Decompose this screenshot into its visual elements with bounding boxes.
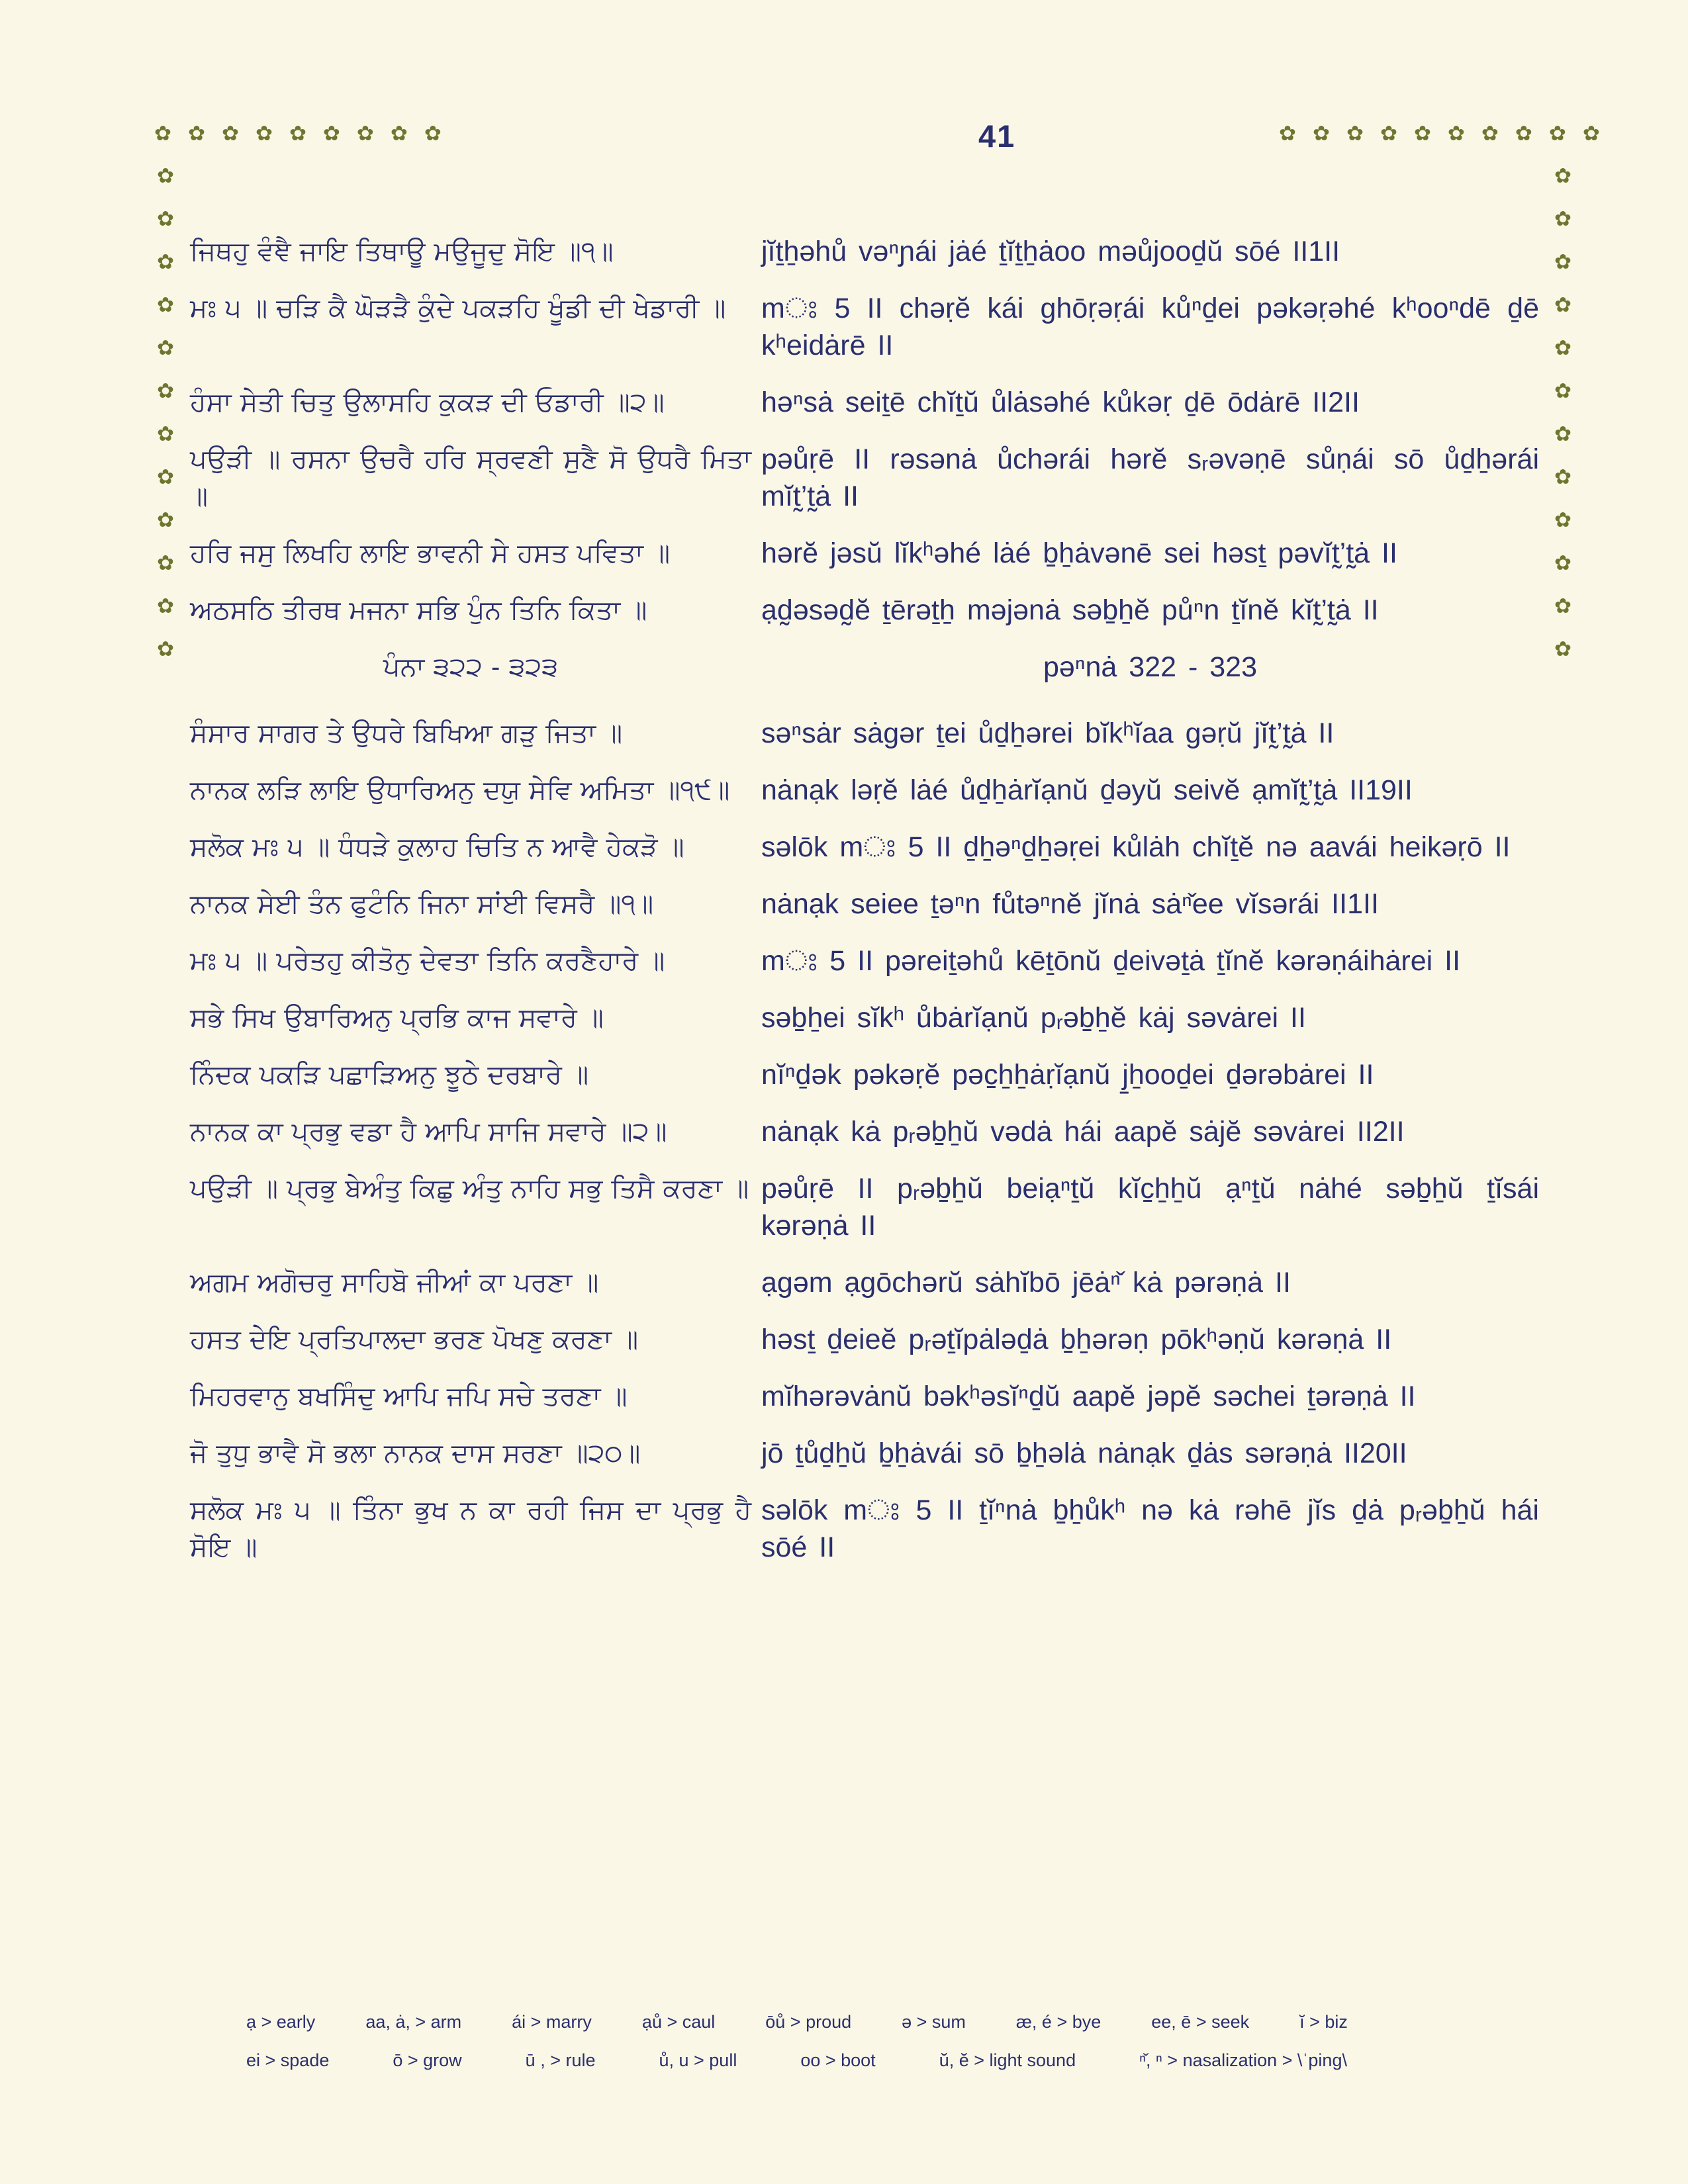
verse-row — [190, 535, 1539, 572]
transliteration-line: həsṯ ḏeieĕ pᵣəṯĭpȧləḏȧ b̠ẖərəṇ pōkʰəṇŭ kərəṇȧ II — [761, 1324, 1392, 1355]
transliteration-line: səⁿsȧr sȧgər ṯei ůḏẖərei bĭkʰĭaa gəṛŭ jĭt̰’t̰ȧ II — [761, 717, 1335, 749]
transliteration-line: jĭṯẖəhů vəⁿɲái jȧé ṯĭṯẖȧoo məůjooḏŭ sōé II1II — [761, 236, 1340, 267]
pronunciation-key: ə > sum — [902, 2012, 966, 2032]
flower-icon: ✿ — [1582, 122, 1600, 145]
flower-icon: ✿ — [157, 207, 174, 230]
flower-icon: ✿ — [1554, 250, 1571, 273]
page-ref-transliteration: pəⁿnȧ 322 - 323 — [1043, 651, 1257, 683]
transliteration-line: nȧnạk kȧ pᵣəb̠ẖŭ vədȧ hái aapĕ sȧjĕ səvȧrei II2II — [761, 1116, 1405, 1148]
page-ref-gurmukhi: ਪੰਨਾ ੩੨੨ - ੩੨੩ — [383, 653, 559, 682]
pronunciation-key: aa, ȧ, > arm — [365, 2012, 462, 2032]
flower-icon: ✿ — [1481, 122, 1499, 145]
flower-icon: ✿ — [1554, 379, 1571, 402]
pronunciation-key: ōů > proud — [765, 2012, 852, 2032]
flower-icon: ✿ — [1554, 336, 1571, 359]
verse-row — [190, 1056, 1539, 1093]
transliteration-line: ạgəm ạgōchərŭ sȧhĭbō jēȧⁿ̌ kȧ pərəṇȧ II — [761, 1267, 1291, 1298]
transliteration-line: səb̠ẖei sĭkʰ ůbȧrĭạnŭ pᵣəb̠ẖĕ kȧj səvȧrei II — [761, 1002, 1306, 1034]
pronunciation-key: ạů > caul — [641, 2012, 716, 2032]
flower-icon: ✿ — [157, 164, 174, 187]
flower-icon: ✿ — [157, 637, 174, 660]
verse-row — [190, 233, 1539, 270]
flower-icon: ✿ — [157, 551, 174, 574]
transliteration-line: səlōk mਃ 5 II ḏẖəⁿḏẖəṛei kůlȧh chĭṯĕ nə aavái heikəṛō II — [761, 831, 1511, 863]
gurmukhi-line: ਹਰਿ ਜਸੁ ਲਿਖਹਿ ਲਾਇ ਭਾਵਨੀ ਸੇ ਹਸਤ ਪਵਿਤਾ ॥ — [190, 539, 671, 568]
gurmukhi-line: ਨਿੰਦਕ ਪਕੜਿ ਪਛਾੜਿਅਨੁ ਝੂਠੇ ਦਰਬਾਰੇ ॥ — [190, 1060, 589, 1089]
pronunciation-guide-row-2 — [246, 2050, 1491, 2070]
verse-row — [190, 886, 1539, 923]
gurmukhi-line: ਜਿਥਹੁ ਵੰਞੈ ਜਾਇ ਤਿਥਾਊ ਮਉਜੂਦੁ ਸੋਇ ॥੧॥ — [190, 237, 614, 266]
flower-icon: ✿ — [154, 122, 171, 145]
pronunciation-key: ů, u > pull — [659, 2050, 737, 2070]
pronunciation-key: ⁿ̌, ⁿ > nasalization > \ˈping\ — [1139, 2050, 1347, 2070]
verse-row — [190, 772, 1539, 809]
page-ref-row — [190, 649, 1539, 686]
pronunciation-key: ái > marry — [512, 2012, 592, 2032]
flower-icon: ✿ — [390, 122, 408, 145]
flower-icon: ✿ — [356, 122, 374, 145]
pronunciation-key: ei > spade — [246, 2050, 330, 2070]
flower-icon: ✿ — [289, 122, 306, 145]
verse-row — [190, 1264, 1539, 1301]
gurmukhi-line: ਨਾਨਕ ਕਾ ਪ੍ਰਭੁ ਵਡਾ ਹੈ ਆਪਿ ਸਾਜਿ ਸਵਾਰੇ ॥੨॥ — [190, 1117, 667, 1146]
gurmukhi-line: ਹੰਸਾ ਸੇਤੀ ਚਿਤੁ ਉਲਾਸਹਿ ਕੁਕੜ ਦੀ ਓਡਾਰੀ ॥੨॥ — [190, 388, 665, 417]
pronunciation-guide — [246, 2012, 1491, 2089]
gurmukhi-line: ਨਾਨਕ ਸੇਈ ਤੰਨ ਫੁਟੰਨਿ ਜਿਨਾ ਸਾਂਈ ਵਿਸਰੈ ॥੧॥ — [190, 889, 654, 919]
verse-row — [190, 592, 1539, 629]
verse-row — [190, 1378, 1539, 1415]
verse-row — [190, 1321, 1539, 1358]
transliteration-line: səlōk mਃ 5 II ṯĭⁿnȧ b̠ẖůkʰ nə kȧ rəhē jĭs ḏȧ pᵣəb̠ẖŭ hái sōé II — [761, 1494, 1539, 1563]
pronunciation-key: ee, ē > seek — [1151, 2012, 1250, 2032]
verse-row — [190, 1435, 1539, 1472]
flower-icon: ✿ — [1554, 465, 1571, 488]
transliteration-line: nĭⁿḏək pəkəṛĕ pəc̠ẖẖȧṛĭạnŭ j̠ẖooḏei ḏərəbȧrei II — [761, 1059, 1374, 1091]
flower-icon: ✿ — [1447, 122, 1465, 145]
gurmukhi-line: ਪਉੜੀ ॥ ਰਸਨਾ ਉਚਰੈ ਹਰਿ ਸ੍ਰਵਣੀ ਸੁਣੈ ਸੋ ਉਧਰੈ ਮਿਤਾ ॥ — [190, 445, 751, 511]
verse-row — [190, 1492, 1539, 1566]
pronunciation-key: ĭ > biz — [1299, 2012, 1348, 2032]
flower-icon: ✿ — [1554, 293, 1571, 316]
flower-icon: ✿ — [157, 293, 174, 316]
verse-row — [190, 1113, 1539, 1150]
flower-border-top-left — [154, 123, 442, 144]
gurmukhi-line: ਮਃ ੫ ॥ ਚੜਿ ਕੈ ਘੋੜੜੈ ਕੁੰਦੇ ਪਕੜਹਿ ਖੂੰਡੀ ਦੀ ਖੇਡਾਰੀ ॥ — [190, 294, 726, 323]
pronunciation-key: ū , > rule — [525, 2050, 596, 2070]
verse-row — [190, 384, 1539, 421]
verse-row — [190, 999, 1539, 1036]
flower-icon: ✿ — [157, 250, 174, 273]
flower-icon: ✿ — [1554, 422, 1571, 445]
flower-icon: ✿ — [1554, 164, 1571, 187]
flower-icon: ✿ — [1312, 122, 1330, 145]
transliteration-line: nȧnạk seiee ṯəⁿn fůtəⁿnĕ jĭnȧ sȧⁿ̌ee vĭsərái II1II — [761, 888, 1379, 920]
flower-icon: ✿ — [221, 122, 239, 145]
flower-icon: ✿ — [255, 122, 273, 145]
flower-icon: ✿ — [1515, 122, 1532, 145]
gurmukhi-line: ਸਲੋਕ ਮਃ ੫ ॥ ਧੰਧੜੇ ਕੁਲਾਹ ਚਿਤਿ ਨ ਆਵੈ ਹੇਕੜੋ ॥ — [190, 833, 684, 862]
flower-icon: ✿ — [1548, 122, 1566, 145]
pronunciation-key: ŭ, ĕ > light sound — [939, 2050, 1076, 2070]
flower-icon: ✿ — [322, 122, 340, 145]
gurmukhi-line: ਮਃ ੫ ॥ ਪਰੇਤਹੁ ਕੀਤੋਨੁ ਦੇਵਤਾ ਤਿਨਿ ਕਰਣੈਹਾਰੇ ॥ — [190, 946, 665, 976]
transliteration-line: pəůṛē II pᵣəb̠ẖŭ beiạⁿṯŭ kĭc̠ẖẖŭ ạⁿṯŭ nȧhé səb̠ẖŭ ṯĭsái kərəṇȧ II — [761, 1173, 1539, 1242]
flower-border-right — [1554, 165, 1571, 659]
flower-icon: ✿ — [157, 336, 174, 359]
flower-icon: ✿ — [1554, 508, 1571, 531]
flower-icon: ✿ — [157, 594, 174, 617]
gurmukhi-line: ਜੋ ਤੁਧੁ ਭਾਵੈ ਸੋ ਭਲਾ ਨਾਨਕ ਦਾਸ ਸਰਣਾ ॥੨੦॥ — [190, 1439, 641, 1468]
verse-row — [190, 1170, 1539, 1244]
pronunciation-key: æ, é > bye — [1015, 2012, 1102, 2032]
transliteration-line: hərĕ jəsŭ lĭkʰəhé lȧé b̠ẖȧvənē sei həsṯ pəvĭt̰’t̰ȧ II — [761, 537, 1397, 569]
transliteration-line: pəůṛē II rəsənȧ ůchərái hərĕ sᵣəvəṇē sůṇái sō ůḏẖərái mĭt̰’t̰ȧ II — [761, 443, 1539, 512]
gurmukhi-line: ਸਲੋਕ ਮਃ ੫ ॥ ਤਿੰਨਾ ਭੁਖ ਨ ਕਾ ਰਹੀ ਜਿਸ ਦਾ ਪ੍ਰਭੁ ਹੈ ਸੋਇ ॥ — [190, 1496, 751, 1562]
pronunciation-key: ō > grow — [393, 2050, 462, 2070]
verse-row — [190, 942, 1539, 979]
flower-icon: ✿ — [1413, 122, 1431, 145]
flower-border-left — [157, 165, 174, 659]
flower-icon: ✿ — [187, 122, 205, 145]
flower-icon: ✿ — [157, 508, 174, 531]
flower-icon: ✿ — [1554, 594, 1571, 617]
gurmukhi-line: ਹਸਤ ਦੇਇ ਪ੍ਰਤਿਪਾਲਦਾ ਭਰਣ ਪੋਖਣੁ ਕਰਣਾ ॥ — [190, 1325, 639, 1354]
gurmukhi-line: ਨਾਨਕ ਲੜਿ ਲਾਇ ਉਧਾਰਿਅਨੁ ਦਯੁ ਸੇਵਿ ਅਮਿਤਾ ॥੧੯॥ — [190, 776, 730, 805]
page-number: 41 — [978, 118, 1016, 154]
flower-icon: ✿ — [1554, 551, 1571, 574]
flower-icon: ✿ — [1346, 122, 1364, 145]
transliteration-line: mਃ 5 II pəreiṯəhů kēṯōnŭ ḏeivəṯȧ ṯĭnĕ kərəṇáihȧrei II — [761, 945, 1461, 977]
pronunciation-guide-row-1 — [246, 2012, 1491, 2032]
flower-border-top-right — [1279, 123, 1600, 144]
transliteration-line: nȧnạk ləṛĕ lȧé ůḏẖȧrĭạnŭ ḏəyŭ seivĕ ạmĭt̰’t̰ȧ II19II — [761, 774, 1413, 806]
transliteration-line: mĭhərəvȧnŭ bəkʰəsĭⁿḏŭ aapĕ jəpĕ səchei ṯərəṇȧ II — [761, 1381, 1416, 1412]
pronunciation-key: ạ > early — [246, 2012, 316, 2032]
verse-row — [190, 829, 1539, 866]
flower-icon: ✿ — [1554, 637, 1571, 660]
flower-icon: ✿ — [424, 122, 442, 145]
flower-icon: ✿ — [1554, 207, 1571, 230]
gurmukhi-line: ਮਿਹਰਵਾਨੁ ਬਖਸਿੰਦੁ ਆਪਿ ਜਪਿ ਸਚੇ ਤਰਣਾ ॥ — [190, 1382, 628, 1411]
gurmukhi-line: ਅਗਮ ਅਗੋਚਰੁ ਸਾਹਿਬੋ ਜੀਆਂ ਕਾ ਪਰਣਾ ॥ — [190, 1268, 599, 1297]
verse-row — [190, 441, 1539, 515]
flower-icon: ✿ — [1380, 122, 1397, 145]
gurmukhi-line: ਸਭੇ ਸਿਖ ਉਬਾਰਿਅਨੁ ਪ੍ਰਭਿ ਕਾਜ ਸਵਾਰੇ ॥ — [190, 1003, 604, 1032]
transliteration-line: həⁿsȧ seiṯē chĭṯŭ ůlȧsəhé kůkəṛ ḏē ōdȧrē II2II — [761, 387, 1360, 418]
transliteration-line: mਃ 5 II chəṛĕ kái ghōṛəṛái kůⁿḏei pəkəṛəhé kʰooⁿdē ḏē kʰeidȧrē II — [761, 293, 1539, 361]
flower-icon: ✿ — [157, 422, 174, 445]
flower-icon: ✿ — [1279, 122, 1296, 145]
flower-icon: ✿ — [157, 379, 174, 402]
flower-icon: ✿ — [157, 465, 174, 488]
gurmukhi-line: ਸੰਸਾਰ ਸਾਗਰ ਤੇ ਉਧਰੇ ਬਿਖਿਆ ਗੜੁ ਜਿਤਾ ॥ — [190, 719, 623, 748]
verse-table — [190, 233, 1539, 1586]
verse-row — [190, 290, 1539, 364]
transliteration-line: jō ṯůḏẖŭ b̠ẖȧvái sō b̠ẖəlȧ nȧnạk ḏȧs sərəṇȧ II20II — [761, 1437, 1407, 1469]
transliteration-line: ạd̰əsəd̰ĕ ṯērəṯẖ məjənȧ səb̠ẖĕ půⁿn ṯĭnĕ kĭt̰’t̰ȧ II — [761, 594, 1379, 626]
gurmukhi-line: ਪਉੜੀ ॥ ਪ੍ਰਭੁ ਬੇਅੰਤੁ ਕਿਛੁ ਅੰਤੁ ਨਾਹਿ ਸਭੁ ਤਿਸੈ ਕਰਣਾ ॥ — [190, 1174, 749, 1203]
gurmukhi-line: ਅਠਸਠਿ ਤੀਰਥ ਮਜਨਾ ਸਭਿ ਪੁੰਨ ਤਿਨਿ ਕਿਤਾ ॥ — [190, 596, 647, 625]
verse-row — [190, 715, 1539, 752]
pronunciation-key: oo > boot — [800, 2050, 876, 2070]
